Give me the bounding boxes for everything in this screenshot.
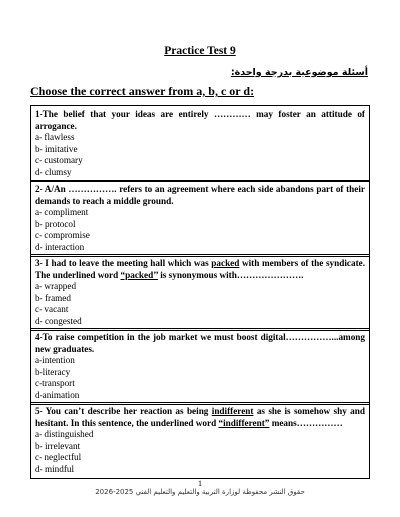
underlined-word-quoted: “indifferent” [218, 417, 270, 428]
option-d: d-animation [35, 389, 80, 400]
option-b: b- protocol [35, 218, 76, 229]
option-a: a- flawless [35, 132, 75, 143]
option-c: c- customary [35, 155, 83, 166]
option-b: b-literacy [35, 366, 71, 377]
question-5 [30, 402, 370, 479]
option-c: c- vacant [35, 304, 69, 315]
option-b: b- framed [35, 292, 71, 303]
question-3 [30, 254, 370, 331]
option-c: c- compromise [35, 230, 90, 241]
question-4 [30, 328, 370, 405]
page-number: 1 [198, 479, 202, 488]
option-c: c- neglectful [35, 452, 82, 463]
question-1 [30, 105, 370, 182]
question-2 [30, 180, 370, 257]
option-a: a-intention [35, 355, 75, 366]
option-d: d- mindful [35, 463, 75, 474]
question-text: 2- A/An ……………. refers to an agreement where each side abandons part of their demands to reach a middle ground. [35, 184, 365, 206]
underlined-word-quoted: “packed’’ [120, 269, 158, 280]
question-text: 5- You can’t describe her reaction as being indifferent as she is somehow shy and hesitant. In this sentence, the underlined word “indifferent” means…………… [35, 406, 365, 428]
page-title: Practice Test 9 [164, 45, 236, 57]
option-a: a- wrapped [35, 281, 77, 292]
option-a: a- compliment [35, 207, 89, 218]
underlined-word: indifferent [211, 406, 254, 416]
option-d: d- clumsy [35, 166, 72, 177]
option-c: c-transport [35, 378, 75, 389]
question-text: 3- I had to leave the meeting hall which was packed with members of the syndicate. The underlined word “packed’’ is synonymous with…………………. [35, 258, 366, 280]
copyright-footer: حقوق النشر محفوظة لوزارة التربية والتعليم والتعليم الفني 2025-2026 [95, 488, 305, 496]
option-b: b- irrelevant [35, 440, 81, 451]
option-d: d- congested [35, 315, 82, 326]
question-text: 1-The belief that your ideas are entirely ………… may foster an attitude of arrogance. [35, 109, 365, 131]
arabic-section-heading: أسئلة موضوعية بدرجة واحدة: [230, 67, 368, 78]
option-b: b- imitative [35, 143, 78, 154]
option-d: d- interaction [35, 241, 85, 252]
underlined-word: packed [211, 258, 240, 268]
instruction-heading: Choose the correct answer from a, b, c or d: [30, 84, 255, 98]
question-text: 4-To raise competition in the job market we must boost digital……………...among new graduates. [35, 332, 365, 354]
option-a: a- distinguished [35, 429, 94, 440]
